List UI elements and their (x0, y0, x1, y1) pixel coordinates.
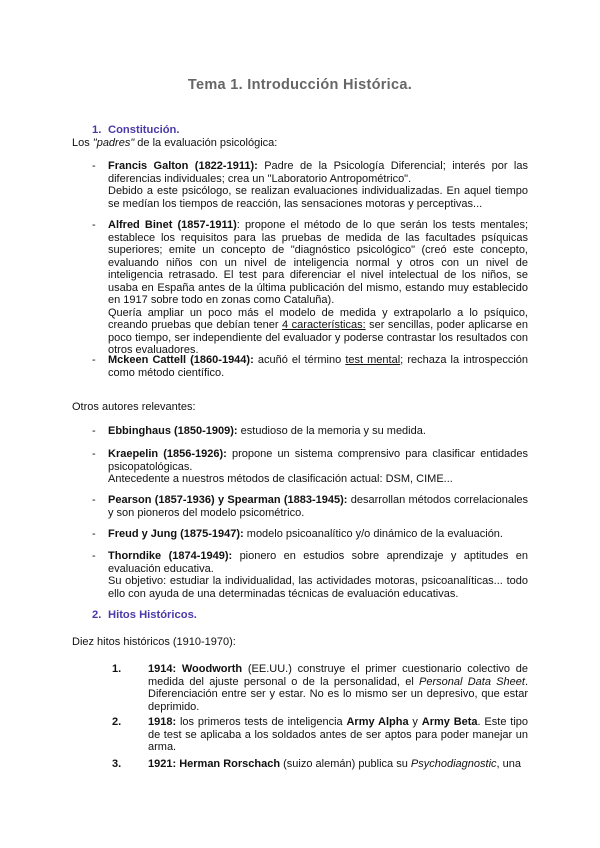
section1-intro: Los "padres" de la evaluación psicológica: (72, 137, 278, 149)
section-heading-constitucion: 1. Constitución. (92, 124, 180, 136)
section2-intro: Diez hitos históricos (1910-1970): (72, 636, 236, 648)
list-item-thorndike: - Thorndike (1874-1949): pionero en estudios sobre aprendizaje y aptitudes en evaluación educativa. Su objetivo: estudiar la individualidad, las actividades motoras, psicoanalíticas... todo ello con ayuda de una determinadas técnicas de evaluación educativas. (92, 550, 529, 600)
milestone-item-1: 1. 1914: Woodworth (EE.UU.) construye el primer cuestionario colectivo de medida del ajuste personal o de la personalidad, el Personal Data Sheet. Diferenciación entre ser y estar. No es lo mismo ser un depresivo, que estar deprimido. (112, 663, 528, 713)
list-item-galton: - Francis Galton (1822-1911): Padre de la Psicología Diferencial; interés por las diferencias individuales; crea un "Laboratorio Antropométrico". Debido a este psicólogo, se realizan evaluaciones individualizadas. En aquel tiempo se medían los tiempos de reacción, las sensaciones motoras y perceptivas... (92, 160, 528, 210)
section-heading-hitos: 2. Hitos Históricos. (92, 609, 197, 621)
others-heading: Otros autores relevantes: (72, 401, 196, 413)
list-item-cattell: - Mckeen Cattell (1860-1944): acuñó el término test mental; rechaza la introspección como método científico. (92, 354, 529, 379)
list-item-pearson-spearman: - Pearson (1857-1936) y Spearman (1883-1945): desarrollan métodos correlacionales y son pioneros del modelo psicométrico. (92, 494, 529, 519)
milestone-item-3: 3. 1921: Herman Rorschach (suizo alemán) publica su Psychodiagnostic, una (112, 758, 521, 770)
list-item-kraepelin: - Kraepelin (1856-1926): propone un sistema comprensivo para clasificar entidades psicopatológicas. Antecedente a nuestros métodos de clasificación actual: DSM, CIME... (92, 448, 529, 485)
page-title: Tema 1. Introducción Histórica. (187, 77, 413, 93)
list-item-ebbinghaus: - Ebbinghaus (1850-1909): estudioso de la memoria y su medida. (92, 425, 426, 437)
milestone-item-2: 2. 1918: los primeros tests de inteligencia Army Alpha y Army Beta. Este tipo de test se aplicaba a los soldados antes de ser aptos para poder manejar un arma. (112, 716, 529, 753)
list-item-binet: - Alfred Binet (1857-1911): propone el método de lo que serán los tests mentales; establece los requisitos para las pruebas de medida de las facultades psíquicas superiores; emite un concepto de "diagnóstico psicológico" (creó este concepto, evaluando niños con un nivel de inteligencia normal y otros con un nivel de inteligencia retrasado. El test para diferenciar el nivel intelectual de los niños, se usaba en España antes de la última publicación del mismo, estando muy establecido en 1917 sobre todo en zonas como Cataluña). Quería ampliar un poco más el modelo de medida y extrapolarlo a lo psíquico, creando pruebas que debían tener 4 características: ser sencillas, poder aplicarse en poco tiempo, ser independiente del evaluador y poderse contrastar los resultados con otros evaluadores. (92, 219, 529, 356)
list-item-freud-jung: - Freud y Jung (1875-1947): modelo psicoanalítico y/o dinámico de la evaluación. (92, 528, 503, 540)
